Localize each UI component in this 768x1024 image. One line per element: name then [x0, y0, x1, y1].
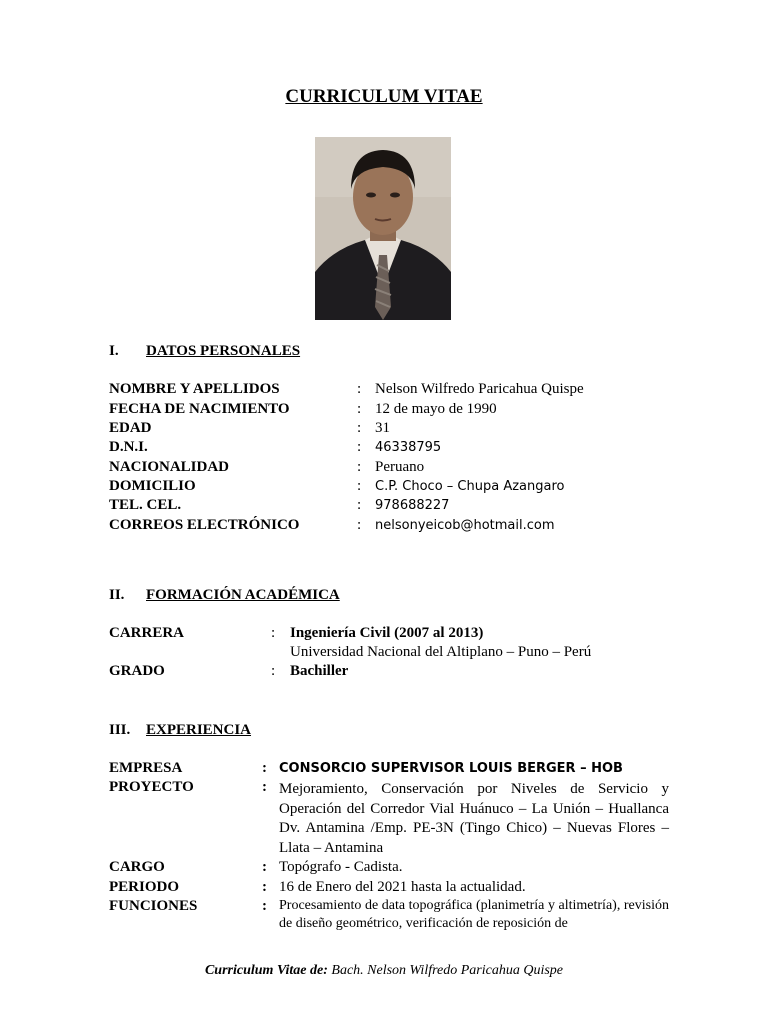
education-institution-row: [109, 643, 669, 662]
personal-data-row: [109, 496, 669, 515]
experience-proyecto-row: [109, 778, 259, 797]
personal-data-row: [109, 400, 669, 419]
field-separator: :: [262, 898, 267, 914]
field-separator: :: [357, 401, 362, 417]
field-separator: :: [262, 859, 267, 875]
section-number: III.: [109, 722, 131, 738]
field-value: Topógrafo - Cadista.: [279, 859, 403, 875]
section-title: FORMACIÓN ACADÉMICA: [146, 587, 340, 603]
functions-description: Procesamiento de data topográfica (planimetría y altimetría), revisión de diseño geométrico, verificación de reposición de: [279, 898, 669, 931]
field-label: EMPRESA: [109, 760, 183, 776]
field-separator: :: [357, 497, 362, 513]
field-value: Peruano: [375, 459, 425, 475]
page-footer: [0, 963, 768, 979]
personal-data-row: [109, 477, 669, 496]
education-grado-row: [109, 662, 669, 681]
field-value: 12 de mayo de 1990: [375, 401, 497, 417]
field-separator: :: [271, 625, 276, 641]
field-value: C.P. Choco – Chupa Azangaro: [375, 479, 565, 494]
field-separator: :: [262, 779, 267, 795]
field-label: D.N.I.: [109, 439, 148, 455]
field-separator: :: [271, 663, 276, 679]
field-label: NOMBRE Y APELLIDOS: [109, 381, 280, 397]
portrait-image: [315, 137, 451, 320]
personal-data-row: [109, 458, 669, 477]
field-value: Nelson Wilfredo Paricahua Quispe: [375, 381, 584, 397]
personal-data-row: [109, 419, 669, 438]
field-separator: :: [357, 517, 362, 533]
field-label: TEL. CEL.: [109, 497, 182, 513]
section-education-heading: [109, 587, 409, 607]
field-label: FECHA DE NACIMIENTO: [109, 401, 290, 417]
field-separator: :: [357, 459, 362, 475]
personal-data-row: [109, 438, 669, 457]
footer-name: Bach. Nelson Wilfredo Paricahua Quispe: [331, 963, 564, 978]
field-value: 16 de Enero del 2021 hasta la actualidad.: [279, 879, 526, 895]
section-personal-heading: [109, 343, 409, 363]
profile-photo: [315, 137, 451, 320]
field-label: PERIODO: [109, 879, 180, 895]
field-separator: :: [357, 478, 362, 494]
education-carrera-row: [109, 624, 669, 643]
field-separator: :: [357, 439, 362, 455]
field-separator: :: [262, 879, 267, 895]
field-label: CARRERA: [109, 625, 184, 641]
section-title: DATOS PERSONALES: [146, 343, 301, 359]
project-description: Mejoramiento, Conservación por Niveles de Servicio y Operación del Corredor Vial Huánuco – La Unión – Huallanca Dv. Antamina /Emp. PE-3N (Tingo Chico) – Nuevas Flores – Llata – Antamina: [279, 781, 669, 856]
document-title: CURRICULUM VITAE: [285, 86, 483, 107]
experience-periodo-row: [109, 878, 669, 897]
field-separator: :: [262, 760, 267, 776]
personal-data-row: [109, 380, 669, 399]
field-value: Ingeniería Civil (2007 al 2013): [290, 625, 484, 641]
field-label: GRADO: [109, 663, 165, 679]
field-value: CONSORCIO SUPERVISOR LOUIS BERGER – HOB: [279, 761, 623, 776]
section-experience-heading: [109, 722, 409, 742]
field-value: 978688227: [375, 498, 450, 513]
section-title: EXPERIENCIA: [146, 722, 252, 738]
field-label: NACIONALIDAD: [109, 459, 230, 475]
field-separator: :: [357, 420, 362, 436]
field-label: DOMICILIO: [109, 478, 196, 494]
field-separator: :: [357, 381, 362, 397]
institution-value: Universidad Nacional del Altiplano – Puno – Perú: [290, 644, 592, 660]
section-number: II.: [109, 587, 125, 603]
field-value: 46338795: [375, 440, 442, 455]
field-label: CARGO: [109, 859, 165, 875]
experience-empresa-row: [109, 759, 669, 778]
experience-funciones-row: [109, 897, 259, 916]
field-label: PROYECTO: [109, 779, 194, 795]
footer-prefix: Curriculum Vitae de:: [204, 963, 328, 978]
personal-data-row: [109, 516, 669, 535]
field-value: 31: [375, 420, 390, 436]
field-label: CORREOS ELECTRÓNICO: [109, 517, 300, 533]
field-value: nelsonyeicob@hotmail.com: [375, 518, 555, 533]
section-number: I.: [109, 343, 119, 359]
field-label: FUNCIONES: [109, 898, 198, 914]
field-label: EDAD: [109, 420, 152, 436]
experience-cargo-row: [109, 858, 669, 877]
field-value: Bachiller: [290, 663, 349, 679]
